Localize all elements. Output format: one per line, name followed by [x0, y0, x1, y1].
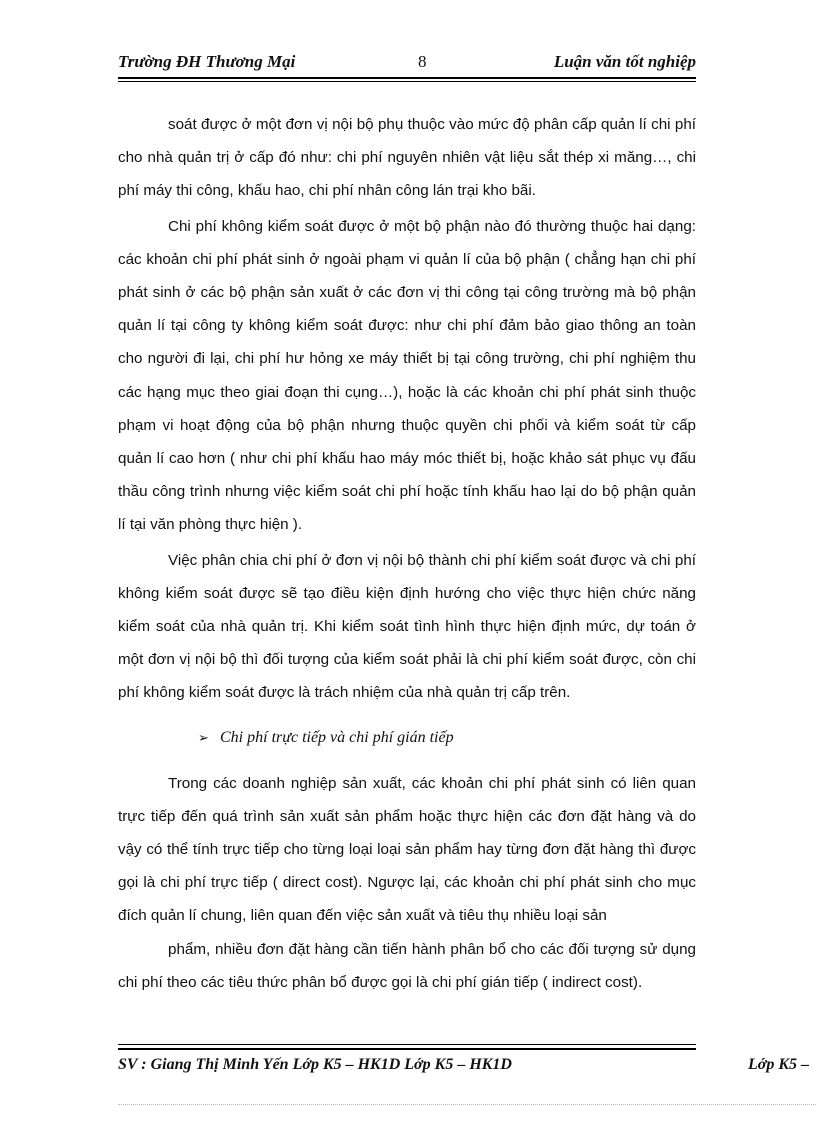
footer-class: Lớp K5 –: [748, 1056, 810, 1073]
footer-rule-thin: [118, 1044, 696, 1045]
section-heading-text: Chi phí trực tiếp và chi phí gián tiếp: [220, 728, 454, 746]
footer-student: SV : Giang Thị Minh Yến Lớp K5 – HK1D Lớp K5 – HK1D: [118, 1056, 512, 1073]
paragraph-controllable-cost: soát được ở một đơn vị nội bộ phụ thuộc vào mức độ phân cấp quản lí chi phí cho nhà quản trị ở cấp đó như: chi phí nguyên nhiên vật liệu sắt thép xi măng…, chi phí máy thi công, khấu hao, chi phí nhân công lán trại kho bãi.: [118, 116, 696, 200]
header-rule-thin: [118, 81, 696, 82]
section-heading-direct-indirect: [198, 723, 696, 753]
paragraph-indirect-cost: phẩm, nhiều đơn đặt hàng cần tiến hành phân bổ cho các đối tượng sử dụng chi phí theo các tiêu thức phân bổ được gọi là chi phí gián tiếp ( indirect cost).: [118, 940, 696, 991]
header-doc-type: Luận văn tốt nghiệp: [553, 52, 696, 71]
page-edge-dotted-line: [118, 1104, 816, 1105]
page-header: [118, 50, 696, 76]
arrow-bullet-icon: ➢: [198, 729, 209, 745]
header-rule-thick: [118, 77, 696, 79]
paragraph-cost-classification: Việc phân chia chi phí ở đơn vị nội bộ thành chi phí kiểm soát được và chi phí không kiểm soát được sẽ tạo điều kiện định hướng cho việc thực hiện chức năng kiểm soát của nhà quản trị. Khi kiểm soát tình hình thực hiện định mức, dự toán ở một đơn vị nội bộ thì đối tượng của kiểm soát phải là chi phí kiểm soát được, còn chi phí không kiểm soát được là trách nhiệm của nhà quản trị cấp trên.: [118, 551, 696, 702]
page-number: 8: [418, 52, 427, 71]
header-school: Trường ĐH Thương Mại: [118, 52, 296, 71]
page-body: [118, 108, 696, 999]
paragraph-uncontrollable-cost: Chi phí không kiểm soát được ở một bộ phận nào đó thường thuộc hai dạng: các khoản chi phí phát sinh ở ngoài phạm vi quản lí của bộ phận ( chẳng hạn chi phí phát sinh ở các bộ phận sản xuất ở các đơn vị thi công tại công trường mà bộ phận quản lí tại công ty không kiểm soát được: như chi phí đảm bảo giao thông an toàn cho người đi lại, chi phí hư hỏng xe máy thiết bị tại công trường, chi phí nghiệm thu các hạng mục theo giai đoạn thi cụng…), hoặc là các khoản chi phí phát sinh thuộc phạm vi hoạt động của bộ phận nhưng thuộc quyền chi phối và kiểm soát từ cấp quản lí cao hơn ( như chi phí khấu hao máy móc thiết bị, hoặc khảo sát phục vụ đấu thầu công trình nhưng việc kiểm soát chi phí hoặc tính khấu hao lại do bộ phận quản lí tại văn phòng thực hiện ).: [118, 217, 696, 534]
paragraph-direct-cost: Trong các doanh nghiệp sản xuất, các khoản chi phí phát sinh có liên quan trực tiếp đến quá trình sản xuất sản phẩm hoặc thực hiện các đơn đặt hàng và do vậy có thể tính trực tiếp cho từng loại loại sản phẩm hay từng đơn đặt hàng thì được gọi là chi phí trực tiếp ( direct cost). Ngược lại, các khoản chi phí phát sinh cho mục đích quản lí chung, liên quan đến việc sản xuất và tiêu thụ nhiều loại sản: [118, 774, 696, 925]
footer-rule-thick: [118, 1048, 696, 1050]
